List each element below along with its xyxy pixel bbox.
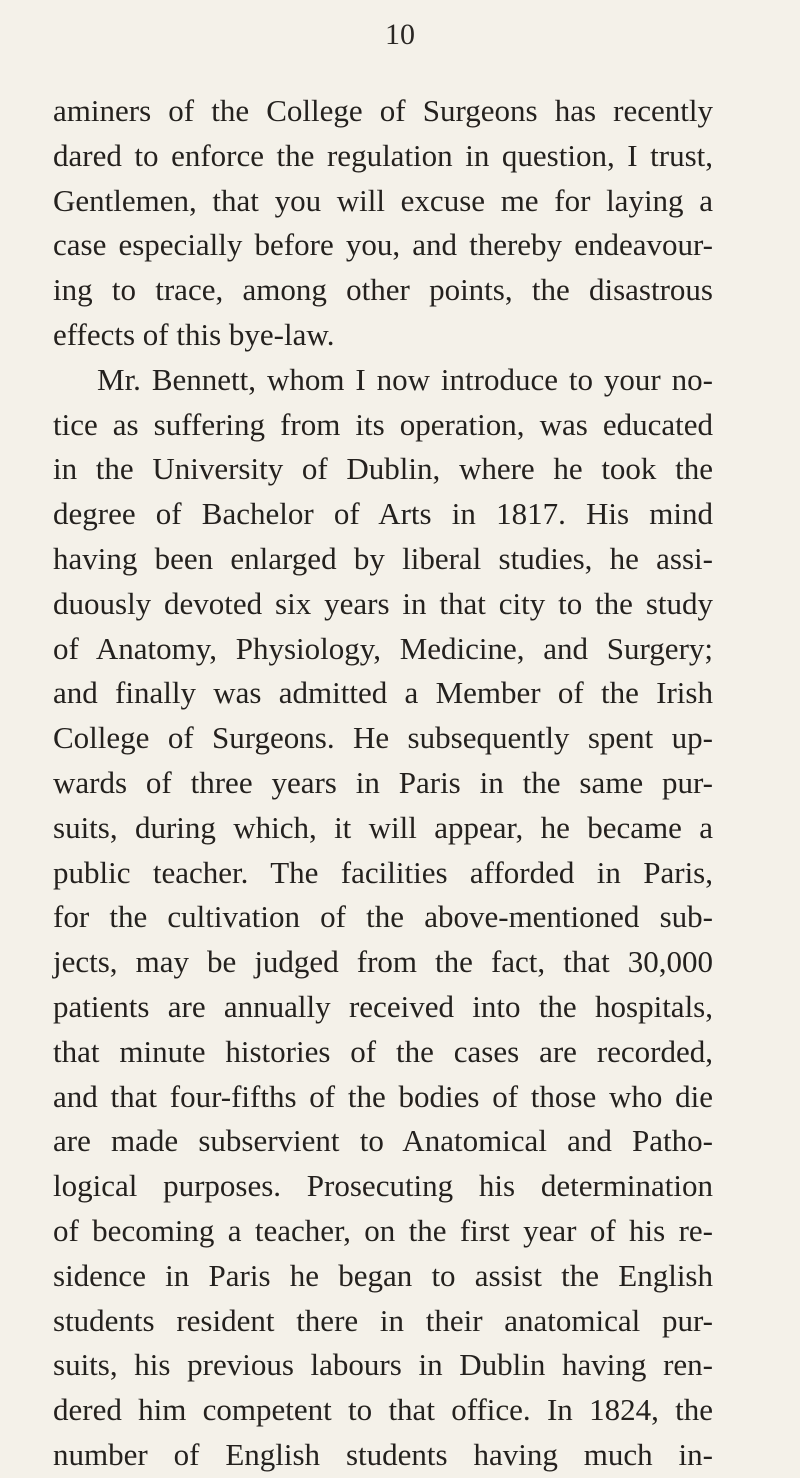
text-line: dered him competent to that office. In 1824, the xyxy=(53,1392,713,1428)
text-line: aminers of the College of Surgeons has recently xyxy=(53,93,713,128)
text-line: suits, during which, it will appear, he became a xyxy=(53,809,713,845)
text-line: jects, may be judged from the fact, that 30,000 xyxy=(53,944,713,980)
text-line: duously devoted six years in that city to the study xyxy=(53,585,713,621)
page-number: 10 xyxy=(385,18,415,51)
text-line: that minute histories of the cases are recorded, xyxy=(53,1033,713,1069)
text-line: and finally was admitted a Member of the Irish xyxy=(53,675,713,711)
text-line: are made subservient to Anatomical and Patho- xyxy=(53,1123,713,1159)
body-text xyxy=(53,89,713,1478)
text-line: for the cultivation of the above-mentioned sub- xyxy=(53,899,713,935)
text-line: suits, his previous labours in Dublin having ren- xyxy=(53,1347,713,1383)
text-line: patients are annually received into the hospitals, xyxy=(53,988,713,1024)
text-line: students resident there in their anatomical pur- xyxy=(53,1302,713,1338)
text-line: of becoming a teacher, on the first year of his re- xyxy=(53,1212,713,1248)
text-line: case especially before you, and thereby endeavour- xyxy=(53,227,713,263)
text-line: in the University of Dublin, where he took the xyxy=(53,451,713,487)
text-line: ing to trace, among other points, the disastrous xyxy=(53,272,713,308)
text-line: and that four-fifths of the bodies of those who die xyxy=(53,1078,713,1114)
text-line: sidence in Paris he began to assist the English xyxy=(53,1257,713,1293)
text-line: wards of three years in Paris in the same pur- xyxy=(53,764,713,800)
text-line: Gentlemen, that you will excuse me for laying a xyxy=(53,182,713,218)
text-line: public teacher. The facilities afforded in Paris, xyxy=(53,854,713,890)
text-line: logical purposes. Prosecuting his determination xyxy=(53,1168,713,1204)
text-line: of Anatomy, Physiology, Medicine, and Surgery; xyxy=(53,630,713,666)
text-line: Mr. Bennett, whom I now introduce to your no- xyxy=(97,361,713,397)
text-line: dared to enforce the regulation in question, I trust, xyxy=(53,137,713,173)
text-line: having been enlarged by liberal studies, he assi- xyxy=(53,540,713,576)
text-line: number of English students having much in- xyxy=(53,1436,713,1472)
text-line: College of Surgeons. He subsequently spent up- xyxy=(53,720,713,756)
text-line: tice as suffering from its operation, was educated xyxy=(53,406,713,442)
text-line: degree of Bachelor of Arts in 1817. His mind xyxy=(53,496,713,532)
text-line: effects of this bye-law. xyxy=(53,316,335,352)
